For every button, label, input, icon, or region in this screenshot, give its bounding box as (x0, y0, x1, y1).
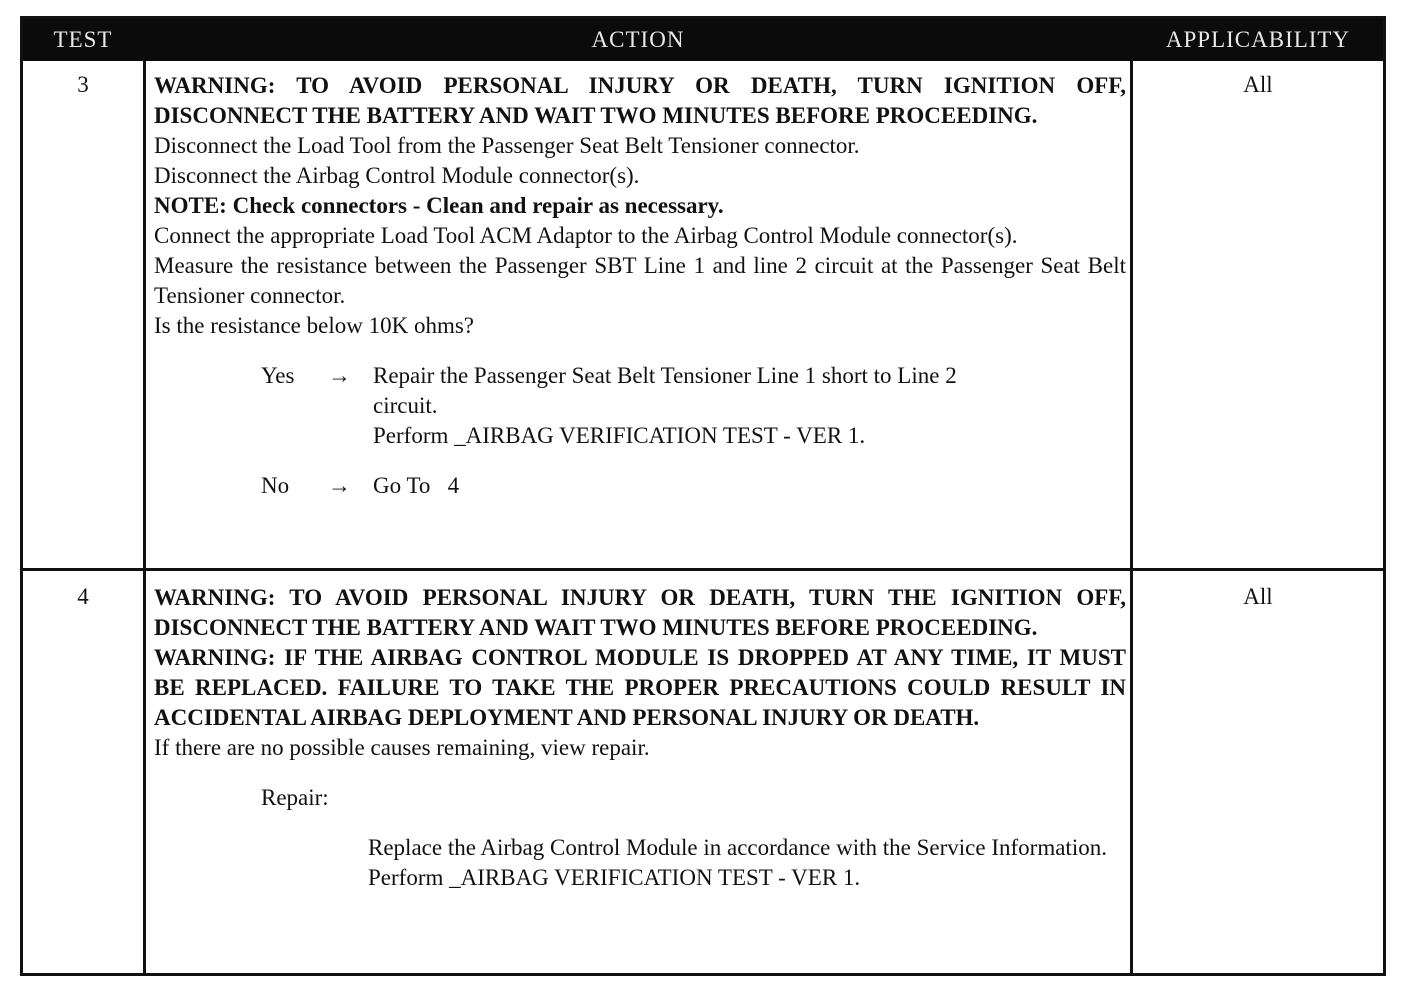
action-step: Disconnect the Airbag Control Module connector(s). (154, 163, 640, 188)
test-number: 4 (77, 584, 89, 609)
no-label: No (261, 473, 290, 498)
repair-label: Repair: (261, 785, 329, 810)
column-divider (143, 61, 146, 973)
no-branch (154, 471, 1126, 501)
yes-branch (154, 361, 1126, 391)
yes-result-cont: circuit. (373, 393, 438, 418)
goto-text: Go To 4 (373, 473, 460, 498)
arrow-icon: → (328, 473, 351, 498)
warning-text: WARNING: IF THE AIRBAG CONTROL MODULE IS DROPPED AT ANY TIME, IT MUST BE REPLACED. FAILURE TO TAKE THE PROPER PRECAUTIONS COULD RESULT IN ACCIDENTAL AIRBAG DEPLOYMENT AND PERSONAL INJURY OR DEATH. (154, 645, 1126, 730)
header-action: ACTION (591, 27, 685, 52)
perform-text: Perform _AIRBAG VERIFICATION TEST - VER 1. (368, 865, 861, 890)
note-text: NOTE: Check connectors - Clean and repair as necessary. (154, 193, 724, 218)
table-header (23, 19, 1383, 61)
action-cell (154, 583, 1126, 893)
header-test: TEST (53, 27, 113, 52)
header-applicability: APPLICABILITY (1165, 27, 1351, 52)
column-divider (1130, 61, 1133, 973)
action-cell (154, 71, 1126, 501)
yes-label: Yes (261, 363, 295, 388)
action-step: Disconnect the Load Tool from the Passenger Seat Belt Tensioner connector. (154, 133, 860, 158)
question-text: Is the resistance below 10K ohms? (154, 313, 475, 338)
warning-text: WARNING: TO AVOID PERSONAL INJURY OR DEATH, TURN THE IGNITION OFF, DISCONNECT THE BATTERY AND WAIT TWO MINUTES BEFORE PROCEEDING. (154, 585, 1126, 640)
warning-text: WARNING: TO AVOID PERSONAL INJURY OR DEATH, TURN IGNITION OFF, DISCONNECT THE BATTERY AND WAIT TWO MINUTES BEFORE PROCEEDING. (154, 73, 1126, 128)
diagnostic-table (20, 16, 1386, 976)
test-number: 3 (77, 72, 89, 97)
arrow-icon: → (328, 363, 351, 388)
repair-text: Replace the Airbag Control Module in accordance with the Service Information. (368, 835, 1107, 860)
perform-text: Perform _AIRBAG VERIFICATION TEST - VER 1. (373, 423, 866, 448)
applicability-value: All (1243, 584, 1273, 609)
action-step: Measure the resistance between the Passenger SBT Line 1 and line 2 circuit at the Passenger Seat Belt Tensioner connector. (154, 253, 1126, 308)
action-step: If there are no possible causes remaining, view repair. (154, 735, 650, 760)
action-step: Connect the appropriate Load Tool ACM Adaptor to the Airbag Control Module connector(s). (154, 223, 1018, 248)
yes-result: Repair the Passenger Seat Belt Tensioner Line 1 short to Line 2 (373, 363, 957, 388)
row-divider (23, 568, 1383, 571)
applicability-value: All (1243, 72, 1273, 97)
